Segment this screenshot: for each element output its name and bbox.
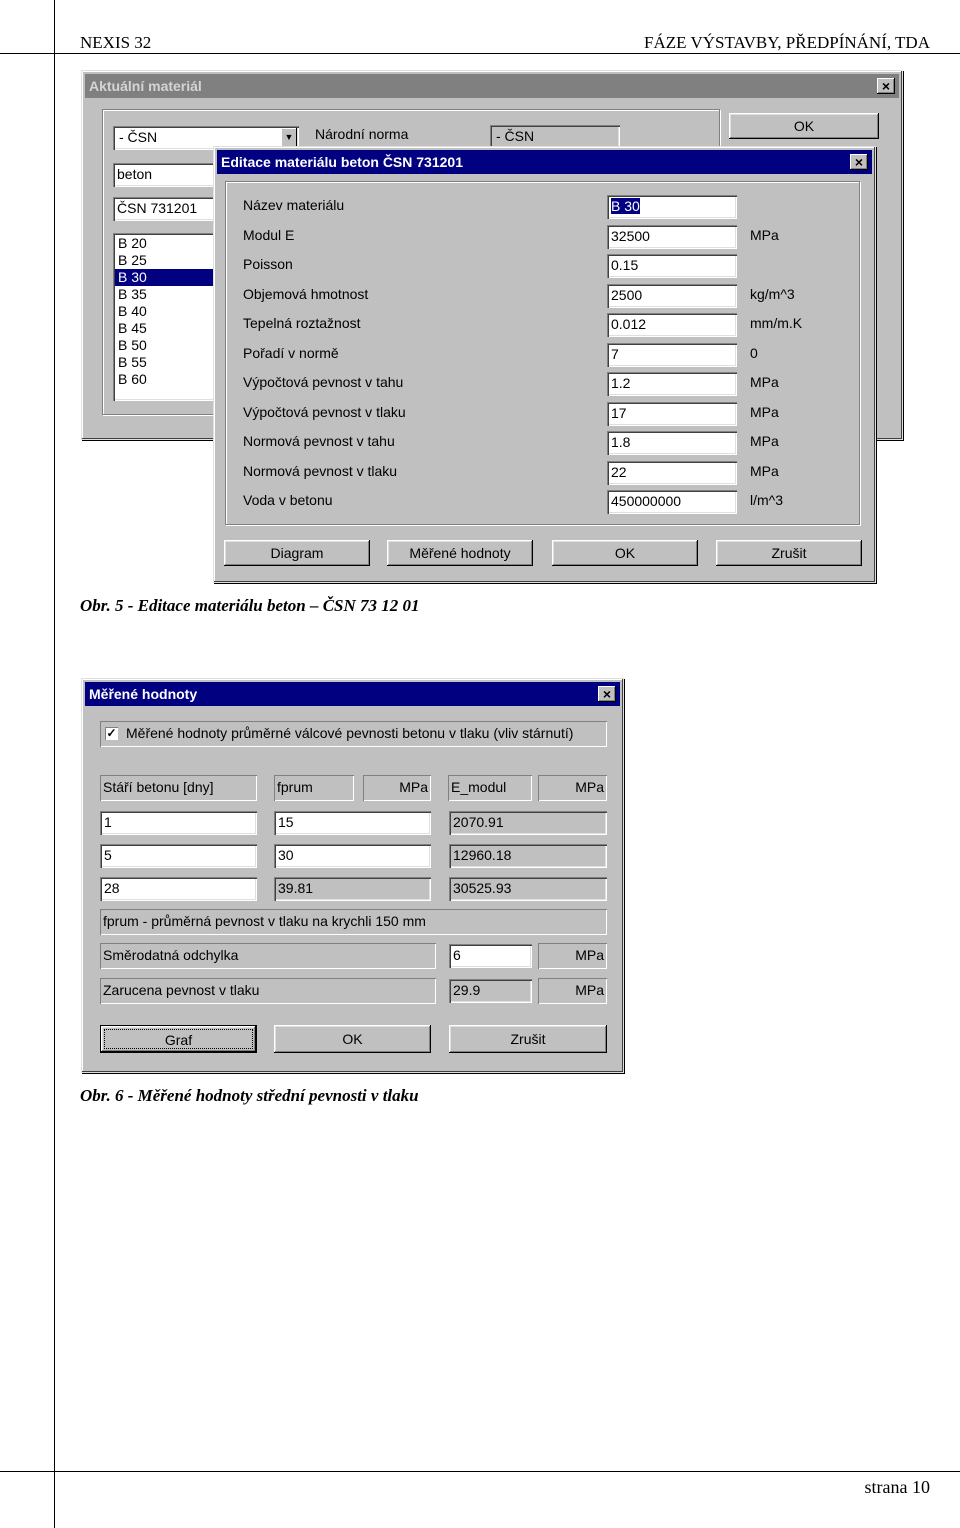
material-list[interactable] bbox=[113, 233, 223, 401]
property-unit: MPa bbox=[750, 227, 779, 243]
property-label: Tepelná roztažnost bbox=[243, 315, 361, 331]
property-unit: kg/m^3 bbox=[750, 286, 795, 302]
list-item[interactable]: B 40 bbox=[118, 303, 147, 319]
property-unit: l/m^3 bbox=[750, 492, 784, 508]
edit-material-title: Editace materiálu beton ČSN 731201 bbox=[221, 154, 463, 170]
property-unit: 0 bbox=[750, 345, 758, 361]
list-item[interactable]: B 45 bbox=[118, 320, 147, 336]
std-deviation-label: Směrodatná odchylka bbox=[100, 943, 436, 969]
emodul-value: 30525.93 bbox=[449, 877, 607, 901]
age-input[interactable]: 28 bbox=[100, 877, 257, 901]
col-header-emodul-unit: MPa bbox=[538, 775, 607, 801]
material-list-items bbox=[115, 235, 223, 388]
aging-checkbox[interactable]: ✓ bbox=[106, 726, 117, 740]
national-norm-label: Národní norma bbox=[315, 126, 409, 142]
edit-material-titlebar bbox=[217, 150, 872, 174]
list-item[interactable]: B 20 bbox=[118, 235, 147, 251]
fprum-note: fprum - průměrná pevnost v tlaku na krychli 150 mm bbox=[100, 909, 607, 935]
age-input[interactable]: 5 bbox=[100, 844, 257, 868]
material-type-field[interactable]: beton bbox=[113, 163, 223, 187]
cancel-button[interactable]: Zrušit bbox=[716, 540, 862, 566]
property-label: Normová pevnost v tahu bbox=[243, 433, 395, 449]
header-rule bbox=[0, 53, 960, 54]
current-material-title: Aktuální materiál bbox=[89, 78, 202, 94]
measured-values-titlebar bbox=[85, 682, 620, 706]
property-input[interactable]: 2500 bbox=[607, 284, 737, 308]
property-unit: MPa bbox=[750, 463, 779, 479]
guaranteed-strength-value: 29.9 bbox=[449, 979, 532, 1003]
property-label: Objemová hmotnost bbox=[243, 286, 369, 302]
list-item[interactable]: B 35 bbox=[118, 286, 147, 302]
close-icon[interactable]: × bbox=[850, 154, 868, 170]
col-header-fprum: fprum bbox=[274, 775, 354, 801]
figure5-caption: Obr. 5 - Editace materiálu beton – ČSN 73 12 01 bbox=[80, 596, 420, 615]
property-input[interactable]: 450000000 bbox=[607, 490, 737, 514]
header-product: NEXIS 32 bbox=[80, 33, 152, 52]
property-label: Výpočtová pevnost v tahu bbox=[243, 374, 404, 390]
property-input-selection: B 30 bbox=[611, 198, 640, 214]
fprum-input: 39.81 bbox=[274, 877, 431, 901]
col-header-age: Stáří betonu [dny] bbox=[100, 775, 257, 801]
emodul-value: 2070.91 bbox=[449, 811, 607, 835]
property-label: Výpočtová pevnost v tlaku bbox=[243, 404, 406, 420]
property-label: Pořadí v normě bbox=[243, 345, 339, 361]
list-item[interactable]: B 25 bbox=[118, 252, 147, 268]
measured-values-dialog bbox=[81, 678, 624, 1073]
edit-material-dialog bbox=[213, 146, 876, 583]
col-header-emodul: E_modul bbox=[448, 775, 532, 801]
list-item[interactable]: B 50 bbox=[118, 337, 147, 353]
cancel-button[interactable]: Zrušit bbox=[449, 1025, 607, 1053]
close-icon[interactable]: × bbox=[877, 78, 895, 94]
list-item[interactable]: B 60 bbox=[118, 371, 147, 387]
ok-button[interactable]: OK bbox=[274, 1025, 431, 1053]
property-input[interactable]: 1.2 bbox=[607, 372, 737, 396]
property-input[interactable]: 32500 bbox=[607, 225, 737, 249]
guaranteed-strength-label: Zarucena pevnost v tlaku bbox=[100, 978, 436, 1004]
measured-values-title: Měřené hodnoty bbox=[89, 686, 198, 702]
property-unit: mm/m.K bbox=[750, 315, 803, 331]
graph-button[interactable]: Graf bbox=[100, 1025, 257, 1053]
footer-rule bbox=[0, 1471, 960, 1472]
property-input[interactable]: 0.012 bbox=[607, 313, 737, 337]
figure6-caption: Obr. 6 - Měřené hodnoty střední pevnosti v tlaku bbox=[80, 1086, 419, 1105]
fprum-input[interactable]: 15 bbox=[274, 811, 431, 835]
page-number: strana 10 bbox=[864, 1477, 930, 1497]
ok-button[interactable]: OK bbox=[729, 113, 879, 139]
aging-checkbox-row bbox=[100, 721, 607, 747]
property-label: Poisson bbox=[243, 256, 293, 272]
current-material-titlebar bbox=[85, 74, 899, 98]
aging-checkbox-label: Měřené hodnoty průměrné válcové pevnosti betonu v tlaku (vliv stárnutí) bbox=[126, 725, 574, 741]
guaranteed-strength-unit: MPa bbox=[538, 978, 607, 1004]
diagram-button[interactable]: Diagram bbox=[224, 540, 370, 566]
header-chapter: FÁZE VÝSTAVBY, PŘEDPÍNÁNÍ, TDA bbox=[644, 33, 930, 52]
col-header-fprum-unit: MPa bbox=[363, 775, 431, 801]
list-item[interactable]: B 30 bbox=[115, 269, 223, 286]
property-input[interactable]: 22 bbox=[607, 461, 737, 485]
page-margin-line bbox=[54, 0, 55, 1528]
property-unit: MPa bbox=[750, 433, 779, 449]
ok-button[interactable]: OK bbox=[552, 540, 698, 566]
norm-combo-value: - ČSN bbox=[119, 129, 158, 145]
property-input[interactable]: 17 bbox=[607, 402, 737, 426]
list-item[interactable]: B 55 bbox=[118, 354, 147, 370]
property-label: Normová pevnost v tlaku bbox=[243, 463, 398, 479]
std-deviation-unit: MPa bbox=[538, 943, 607, 969]
fprum-input[interactable]: 30 bbox=[274, 844, 431, 868]
std-deviation-input[interactable]: 6 bbox=[449, 944, 532, 968]
property-unit: MPa bbox=[750, 374, 779, 390]
property-input[interactable] bbox=[607, 195, 737, 219]
property-input[interactable]: 7 bbox=[607, 343, 737, 367]
material-standard-field[interactable]: ČSN 731201 bbox=[113, 197, 223, 221]
close-icon[interactable]: × bbox=[598, 686, 616, 702]
age-input[interactable]: 1 bbox=[100, 811, 257, 835]
emodul-value: 12960.18 bbox=[449, 844, 607, 868]
property-label: Modul E bbox=[243, 227, 295, 243]
property-input[interactable]: 1.8 bbox=[607, 431, 737, 455]
property-unit: MPa bbox=[750, 404, 779, 420]
property-label: Název materiálu bbox=[243, 197, 345, 213]
property-label: Voda v betonu bbox=[243, 492, 333, 508]
property-input[interactable]: 0.15 bbox=[607, 254, 737, 278]
chevron-down-icon[interactable]: ▼ bbox=[281, 128, 297, 148]
measured-values-button[interactable]: Měřené hodnoty bbox=[387, 540, 533, 566]
national-norm-value: - ČSN bbox=[490, 125, 620, 149]
